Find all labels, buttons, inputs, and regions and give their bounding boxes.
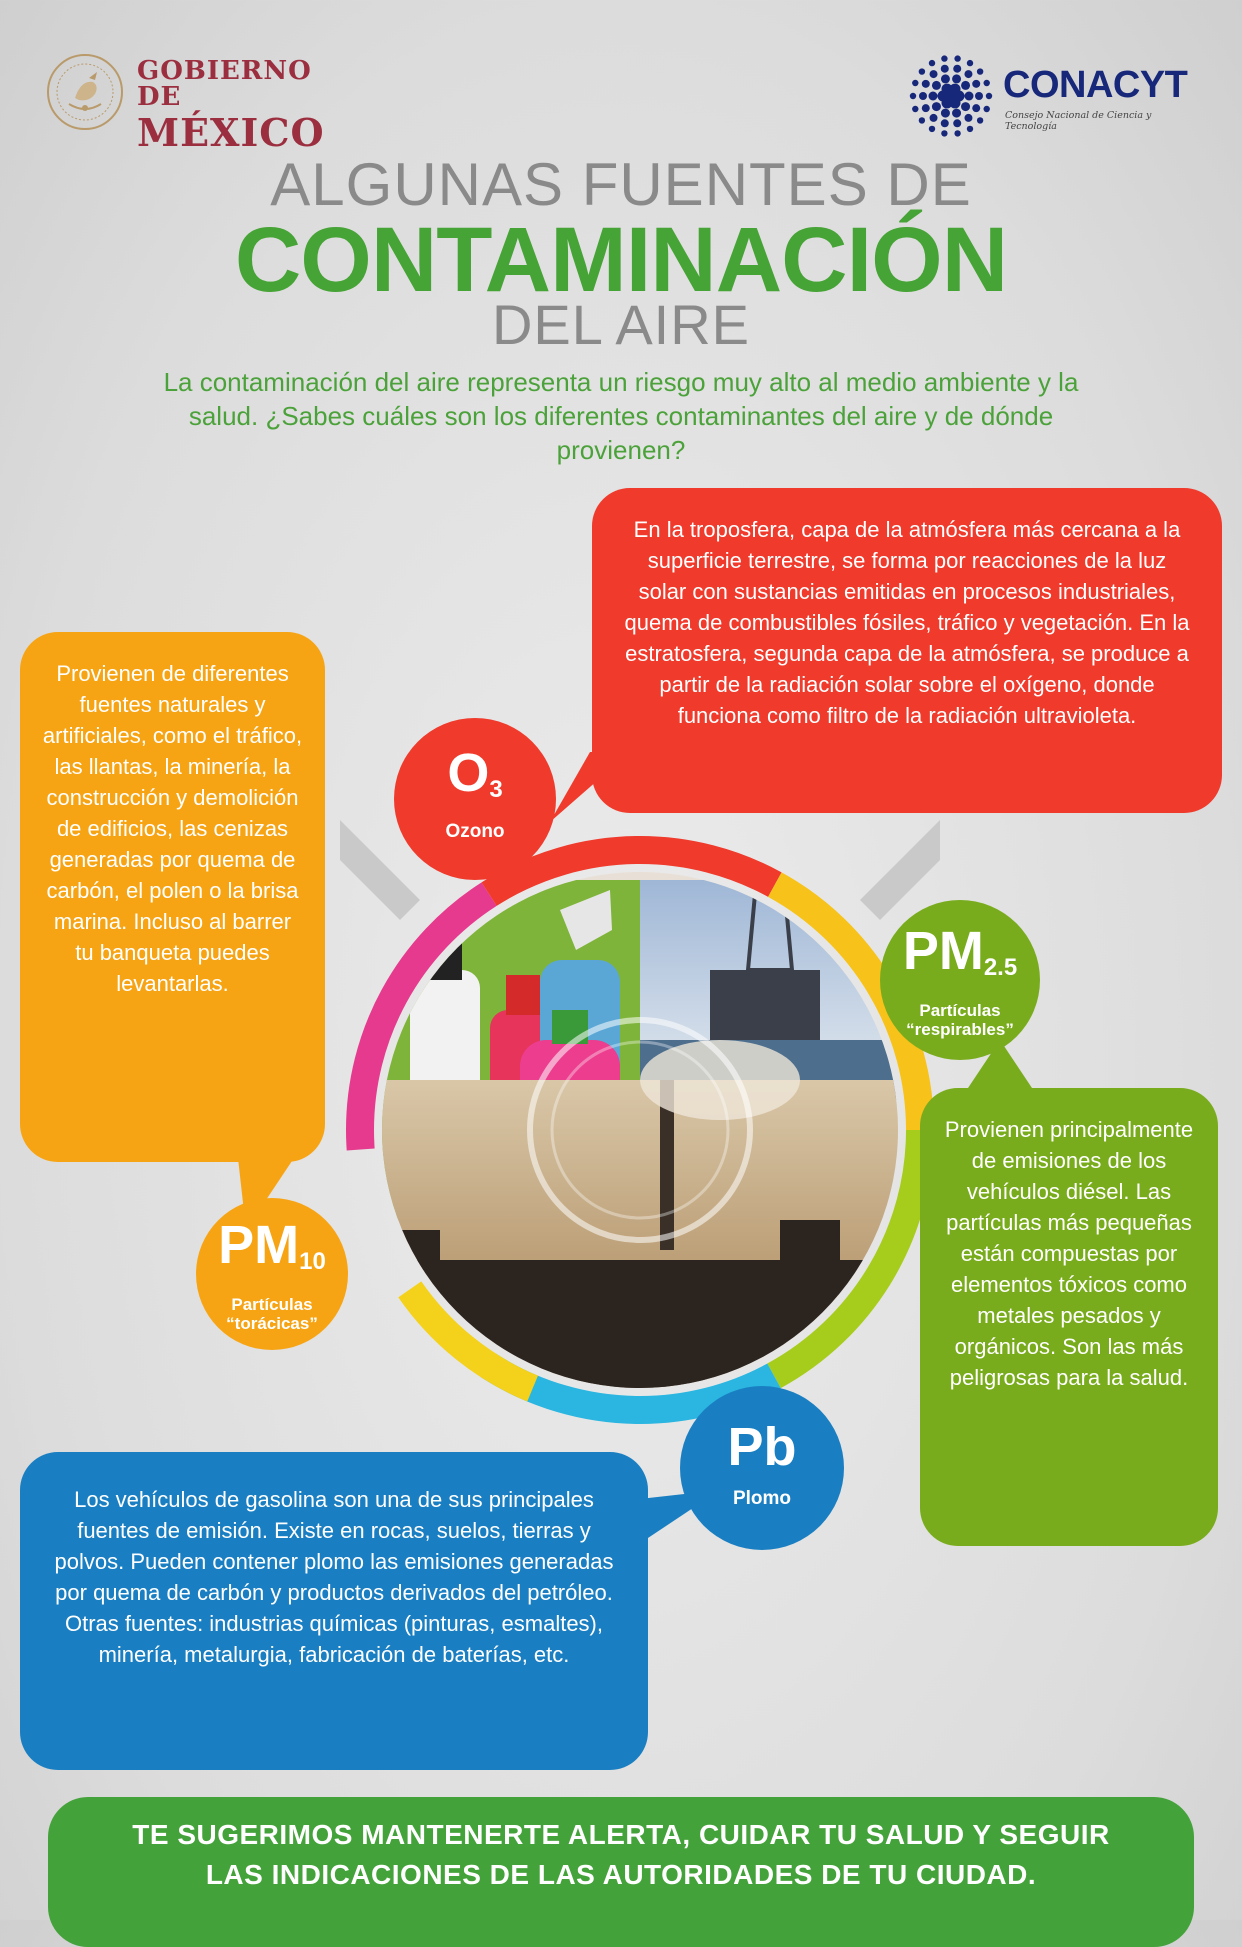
- pm25-description: Provienen principalmente de emisiones de los vehículos diésel. Las partículas más pequeñas están compuestas por elementos tóxicos como metales pesados y orgánicos. Son las más peligrosas para la salud.: [920, 1088, 1218, 1546]
- advice-banner-text: [48, 1815, 1194, 1895]
- title-line2: CONTAMINACIÓN: [234, 209, 1008, 311]
- ozono-label: Ozono: [445, 821, 505, 842]
- pm10-label-line2: “torácicas”: [226, 1314, 318, 1333]
- pm10-subscript: 10: [299, 1248, 326, 1275]
- intro-paragraph: La contaminación del aire representa un riesgo muy alto al medio ambiente y la salud. ¿Sabes cuáles son los diferentes contaminantes del aire y de dónde provienen?: [163, 367, 1079, 465]
- plomo-text-1: Los vehículos de gasolina son una de sus principales fuentes de emisión. Existe en rocas, suelos, tierras y polvos. Pueden contener plomo las emisiones generadas por quema de carbón y productos derivados del petróleo.: [54, 1487, 614, 1605]
- plomo-description: [20, 1452, 648, 1770]
- plomo-badge: [680, 1386, 844, 1550]
- conacyt-subtitle: Consejo Nacional de Ciencia y Tecnología: [1005, 110, 1152, 132]
- conacyt-name: CONACYT: [1003, 64, 1188, 106]
- plomo-label: Plomo: [732, 1488, 792, 1509]
- pm10-label-line1: Partículas: [231, 1295, 313, 1314]
- title-line1: ALGUNAS FUENTES DE: [270, 151, 972, 218]
- ozono-symbol: O: [447, 743, 490, 803]
- gobierno-de-mexico-logo: [45, 52, 345, 155]
- plomo-text-2: Otras fuentes: industrias químicas (pinturas, esmaltes), minería, metalurgia, fabricación de baterías, etc.: [65, 1611, 603, 1667]
- pm25-label-line2: “respirables”: [906, 1020, 1014, 1039]
- pm10-description: Provienen de diferentes fuentes naturales y artificiales, como el tráfico, las llantas, la minería, la construcción y demolición de edificios, las cenizas generadas por quema de carbón, el polen o la brisa marina. Incluso al barrer tu banqueta puedes levantarlas.: [20, 632, 325, 1162]
- ozono-subscript: 3: [489, 776, 503, 803]
- pm10-badge: [196, 1198, 348, 1350]
- gob-line1: GOBIERNO DE: [137, 56, 312, 112]
- pm25-symbol: PM: [902, 921, 984, 981]
- pm25-badge: [880, 900, 1040, 1060]
- ozono-description: En la troposfera, capa de la atmósfera más cercana a la superficie terrestre, se forma por reacciones de la luz solar con sustancias emitidas en procesos industriales, quema de combustibles fósiles, tráfico y vegetación. En la estratosfera, segunda capa de la atmósfera, se produce a partir de la radiación solar sobre el oxígeno, donde funciona como filtro de la radiación ultravioleta.: [592, 488, 1222, 813]
- advice-line2: LAS INDICACIONES DE LAS AUTORIDADES DE TU CIUDAD.: [205, 1859, 1037, 1890]
- conacyt-logo: [905, 50, 1205, 140]
- advice-line1: TE SUGERIMOS MANTENERTE ALERTA, CUIDAR TU SALUD Y SEGUIR: [132, 1819, 1110, 1850]
- conacyt-dots-icon: [905, 50, 997, 142]
- gob-line2: MÉXICO: [137, 110, 325, 155]
- plomo-symbol: Pb: [727, 1417, 797, 1477]
- pollution-collage-circle: [340, 780, 940, 1480]
- ozono-badge: [394, 718, 556, 880]
- pm10-symbol: PM: [218, 1215, 300, 1275]
- pm25-label-line1: Partículas: [919, 1001, 1001, 1020]
- mexico-coat-of-arms-icon: [45, 52, 125, 132]
- title-line3: DEL AIRE: [491, 293, 751, 356]
- pm25-subscript: 2.5: [983, 954, 1018, 981]
